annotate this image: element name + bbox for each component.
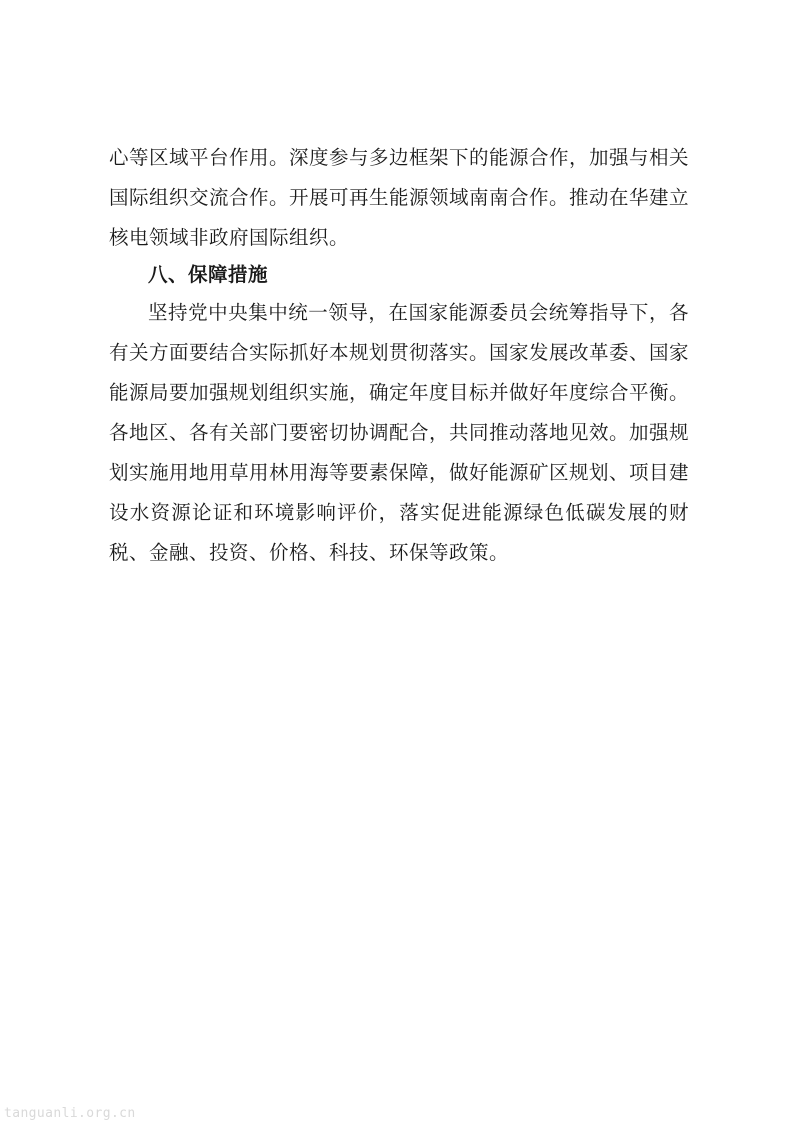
paragraph-line: 各地区、各有关部门要密切协调配合，共同推动落地见效。加强规 <box>109 421 690 444</box>
paragraph-line: 坚持党中央集中统一领导，在国家能源委员会统筹指导下，各 <box>148 301 689 324</box>
watermark: tanguanli.org.cn <box>4 1106 136 1121</box>
paragraph-line: 核电领域非政府国际组织。 <box>109 226 350 249</box>
section-heading: 八、保障措施 <box>148 263 269 286</box>
paragraph-line: 心等区域平台作用。深度参与多边框架下的能源合作，加强与相关 <box>109 146 690 169</box>
paragraph-line: 税、金融、投资、价格、科技、环保等政策。 <box>109 541 510 564</box>
paragraph-line: 国际组织交流合作。开展可再生能源领域南南合作。推动在华建立 <box>109 186 690 209</box>
paragraph-line: 划实施用地用草用林用海等要素保障，做好能源矿区规划、项目建 <box>109 461 690 484</box>
paragraph-line: 设水资源论证和环境影响评价，落实促进能源绿色低碳发展的财 <box>109 501 689 524</box>
paragraph-line: 能源局要加强规划组织实施，确定年度目标并做好年度综合平衡。 <box>109 381 690 404</box>
paragraph-line: 有关方面要结合实际抓好本规划贯彻落实。国家发展改革委、国家 <box>109 341 690 364</box>
